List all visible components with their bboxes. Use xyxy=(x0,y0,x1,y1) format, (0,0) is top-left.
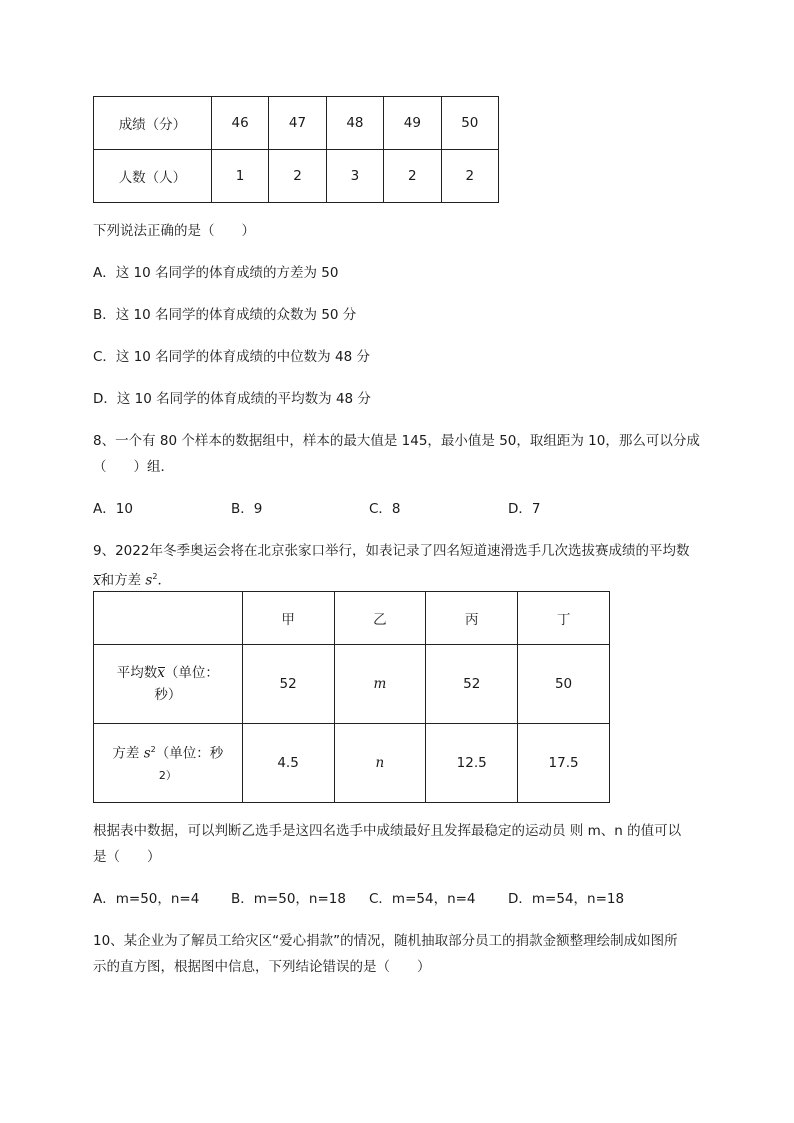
question-text: 示的直方图，根据图中信息，下列结论错误的是（ ） xyxy=(93,959,431,975)
table-cell: 2 xyxy=(384,150,441,203)
table-cell: 50 xyxy=(518,645,610,724)
text-span: （单位： xyxy=(164,665,219,681)
answer-option: D．m=54，n=18 xyxy=(508,891,625,907)
table-cell: 4.5 xyxy=(242,724,334,803)
table-cell: 47 xyxy=(269,97,326,150)
mean-symbol: x xyxy=(93,572,101,589)
text-span: 方差 xyxy=(112,745,144,762)
answer-option: B．m=50，n=18 xyxy=(231,891,346,907)
text-span: 秒） xyxy=(154,687,182,703)
table-row xyxy=(94,150,499,203)
answer-option: D．7 xyxy=(508,501,541,517)
question-text: 8、一个有 80 个样本的数据组中，样本的最大值是 145，最小值是 50，取组距为 10，那么可以分成 xyxy=(93,433,700,449)
athlete-table xyxy=(93,591,610,803)
table-cell: 49 xyxy=(384,97,441,150)
variance-symbol: s xyxy=(145,572,153,589)
table-header-cell: 丁 xyxy=(518,592,610,645)
table-header-cell: 甲 xyxy=(242,592,334,645)
table-cell: 3 xyxy=(326,150,383,203)
answer-option: B．9 xyxy=(231,501,263,517)
table-header-cell: 丙 xyxy=(426,592,518,645)
table-cell: 46 xyxy=(211,97,268,150)
text-span: 平均数 xyxy=(116,665,158,681)
table-cell: 52 xyxy=(426,645,518,724)
table-header-cell: 乙 xyxy=(334,592,426,645)
text-span: ． xyxy=(157,572,171,589)
answer-option: A．10 xyxy=(93,501,133,517)
table-row xyxy=(94,645,610,724)
question-text: 是（ ） xyxy=(93,849,161,865)
answer-option: B．这 10 名同学的体育成绩的众数为 50 分 xyxy=(93,307,357,323)
table-header-cell xyxy=(94,592,243,645)
table-cell: 48 xyxy=(326,97,383,150)
row-label-mean xyxy=(94,645,243,724)
superscript: 2 xyxy=(150,744,156,754)
answer-option: C．m=54，n=4 xyxy=(369,891,476,907)
table-cell: 2 xyxy=(441,150,498,203)
table-cell: 2 xyxy=(269,150,326,203)
variance-symbol: s xyxy=(143,745,151,762)
table-cell: 人数（人） xyxy=(94,150,212,203)
answer-option: D．这 10 名同学的体育成绩的平均数为 48 分 xyxy=(93,391,371,407)
table-cell: 成绩（分） xyxy=(94,97,212,150)
answer-option: A．m=50，n=4 xyxy=(93,891,200,907)
score-table xyxy=(93,96,499,203)
question-prompt: 下列说法正确的是（ ） xyxy=(93,223,255,239)
table-cell: 12.5 xyxy=(426,724,518,803)
answer-option: C．8 xyxy=(369,501,401,517)
superscript: 2 xyxy=(152,572,158,581)
table-row xyxy=(94,97,499,150)
table-cell: 52 xyxy=(242,645,334,724)
question-text xyxy=(93,567,171,591)
answer-option: A．这 10 名同学的体育成绩的方差为 50 xyxy=(93,265,339,281)
table-cell: m xyxy=(334,645,426,724)
text-span: 2） xyxy=(158,769,177,783)
table-cell: n xyxy=(334,724,426,803)
table-cell: 1 xyxy=(211,150,268,203)
question-text: （ ）组． xyxy=(93,459,174,475)
table-cell: 50 xyxy=(441,97,498,150)
mean-symbol: x xyxy=(157,665,165,681)
table-row xyxy=(94,724,610,803)
row-label-variance xyxy=(94,724,243,803)
text-span: 和方差 xyxy=(100,572,146,589)
table-cell: 17.5 xyxy=(518,724,610,803)
question-text: 10、某企业为了解员工给灾区“爱心捐款”的情况，随机抽取部分员工的捐款金额整理绘制成如图所 xyxy=(93,933,678,949)
question-text: 根据表中数据，可以判断乙选手是这四名选手中成绩最好且发挥最稳定的运动员 则 m、n 的值可以 xyxy=(93,823,682,839)
table-row xyxy=(94,592,610,645)
answer-option: C．这 10 名同学的体育成绩的中位数为 48 分 xyxy=(93,349,370,365)
text-span: （单位：秒 xyxy=(155,745,224,762)
question-text: 9、2022年冬季奥运会将在北京张家口举行，如表记录了四名短道速滑选手几次选拔赛成绩的平均数 xyxy=(93,543,690,559)
